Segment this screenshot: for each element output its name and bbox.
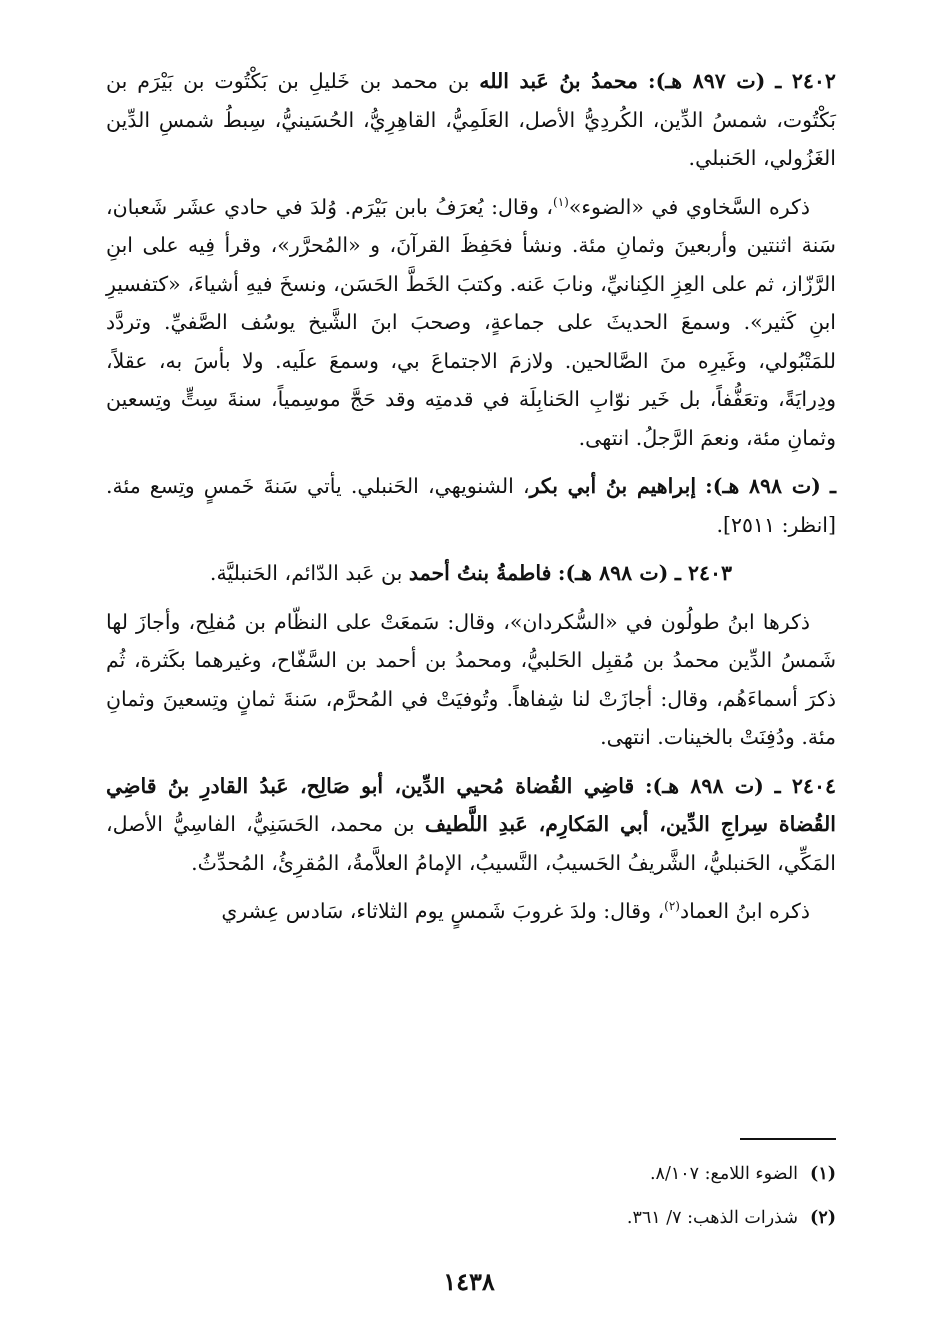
footnote-2 bbox=[106, 1196, 836, 1240]
body-part-b: ، وقال: يُعرَفُ بابن بَيْرَم. وُلدَ في حادي عشَر شَعبان، سَنة اثنتين وأربعينَ وثمانِ مئة. ونشأ فحَفِظَ القرآنَ، و «المُحرَّر»، وقرأ فِيه على ابنِ الرَّزّاز، ثم على العِزِ الكِنانيِّ، ونابَ عَنه. وكتبَ الخَطَّ الحَسَن، ونسخَ فيهِ أشياءَ، «كتفسيرِ ابنِ كَثير». وسمعَ الحديثَ على جماعةٍ، وصحبَ ابنَ الشَّيخ يوسُف الصَّفيِّ. وتردَّد للمَتْبُولي، وغَيرِه منَ الصَّالحين. ولازمَ الاجتماعَ بي، وسمعَ علَيه. ولا بأسَ به، عقلاً، ودِرايَةً، وتعَفُّفاً، بل خَير نوّابِ الحَنابِلَة في قدمتِه وقد حَجَّ موسِمياً، سنةَ سِتٍّ وتِسعين وثمانِ مئة، ونعمَ الرَّجلُ. انتهى. bbox=[106, 194, 836, 450]
entry-lineage: بن عَبد الدّائم، الحَنبليَّة. bbox=[209, 561, 403, 585]
entry-name: محمدُ بنُ عَبد الله bbox=[479, 69, 639, 93]
entry-date: (ت ٨٩٧ هـ): bbox=[648, 69, 766, 93]
body-part-b: ، وقال: ولدَ غروبَ شَمسٍ يوم الثلاثاء، سَادس عِشري bbox=[221, 899, 665, 923]
entry-crossref-heading bbox=[106, 467, 836, 544]
body-text: ذكرها ابنُ طولُون في «السُّكردان»، وقال: سَمعَتْ على النظّام بن مُفلِح، وأجازَ لها شَمسُ الدِّين محمدُ بن مُقبِل الحَلبيُّ، ومحمدُ بن أحمد بن السَّفّاح، وغيرهما بكَثرة، ثُم ذكرَ أسماءَهُم، وقال: أجازَتْ لنا شِفاهاً. وتُوفيَتْ في المُحرَّم، سَنةَ ثمانٍ وتِسعينَ وثمانِ مئة. ودُفِنَتْ بالخينات. انتهى. bbox=[106, 609, 836, 749]
entry-2403-body bbox=[106, 603, 836, 757]
entry-2403-heading bbox=[106, 554, 836, 593]
body-part-a: ذكره السَّخاوي في «الضوء» bbox=[568, 194, 810, 219]
entry-number: ٢٤٠٣ ـ bbox=[674, 561, 733, 585]
footnote-text: شذرات الذهب: ٧/ ٣٦١. bbox=[626, 1208, 799, 1228]
entry-lineage: بن محمد، الحَسَنِيُّ، الفاسِيُّ الأصل، المَكِّي، الحَنبليُّ، الشَّريفُ الحَسيبُ، النَّسيبُ، الإمامُ العلاَّمةُ، المُقرِئُ، المُحدِّثُ. bbox=[106, 812, 836, 875]
entry-date: (ت ٨٩٨ هـ): bbox=[705, 474, 821, 498]
entry-date: (ت ٨٩٨ هـ): bbox=[557, 561, 669, 585]
footnote-divider bbox=[740, 1138, 836, 1140]
footnote-1 bbox=[106, 1152, 836, 1196]
footnote-mark: (١) bbox=[810, 1164, 836, 1184]
entry-dash: ـ bbox=[829, 474, 836, 498]
entry-number: ٢٤٠٤ ـ bbox=[774, 773, 836, 798]
entry-lineage: ، الشنويهي، الحَنبلي. يأتي سَنةَ خَمسٍ وتِسع مئة. [انظر: ٢٥١١]. bbox=[106, 474, 836, 537]
entry-name: إبراهيم بنُ أبي بكر bbox=[529, 474, 697, 498]
footnote-mark: (٢) bbox=[810, 1208, 836, 1228]
entry-number: ٢٤٠٢ ـ bbox=[775, 69, 836, 93]
body-part-a: ذكره ابنُ العماد bbox=[679, 899, 810, 923]
entry-name: قاضِي القُضاة مُحيي الدِّين، أبو صَالِح، عَبدُ القادرِ بنُ قاضِي القُضاة سِراجِ الدِّين، أبي المَكارِم، عَبدِ اللَّطيف bbox=[106, 773, 836, 836]
entry-lineage: بن محمد بن خَليلِ بن بَكْتُوت بن بَيْرَم بن بَكْتُوت، شمسُ الدِّين، الكُردِيُّ الأصل، العَلَمِيُّ، القاهِرِيُّ، الحُسَينيُّ، سِبطُ شمسِ الدِّين الغَزُولي، الحَنبلي. bbox=[106, 69, 836, 170]
footnote-ref[interactable]: (٢) bbox=[664, 899, 680, 914]
page-number: ١٤٣٨ bbox=[443, 1267, 495, 1296]
entry-2402-heading bbox=[106, 62, 836, 178]
entry-name: فاطمةُ بنتُ أحمد bbox=[408, 561, 552, 585]
footnotes bbox=[106, 1152, 836, 1240]
footnote-ref[interactable]: (١) bbox=[553, 194, 569, 209]
footnote-text: الضوء اللامع: ٨/١٠٧. bbox=[649, 1164, 799, 1184]
entry-2404-heading bbox=[106, 767, 836, 883]
entry-2404-body bbox=[106, 892, 836, 931]
entry-2402-body bbox=[106, 188, 836, 458]
entry-date: (ت ٨٩٨ هـ): bbox=[644, 773, 764, 798]
